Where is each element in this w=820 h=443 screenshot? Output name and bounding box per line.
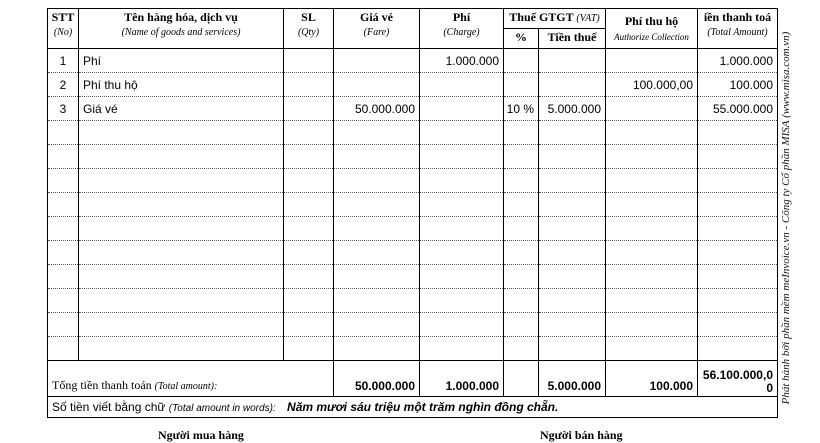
amount-in-words-value: Năm mươi sáu triệu một trăm nghìn đồng chẵn. [287, 400, 559, 414]
row-vat-amount: 5.000.000 [539, 97, 606, 121]
col-fare: Giá vé (Fare) [334, 9, 420, 49]
total-amount: 56.100.000,00 [698, 361, 778, 397]
row-collect: 100.000,00 [606, 73, 698, 97]
row-name: Phí thu hộ [79, 73, 284, 97]
table-row [48, 97, 778, 121]
col-charge: Phí (Charge) [420, 9, 504, 49]
total-vat-percent [504, 361, 539, 397]
col-goods: Tên hàng hóa, dịch vụ (Name of goods and services) [79, 9, 284, 49]
total-charge: 1.000.000 [420, 361, 504, 397]
empty-row [48, 169, 778, 193]
row-no: 1 [48, 49, 79, 73]
row-vat-percent [504, 73, 539, 97]
row-qty [284, 73, 334, 97]
row-collect [606, 97, 698, 121]
row-total: 100.000 [698, 73, 778, 97]
row-qty [284, 97, 334, 121]
empty-row [48, 265, 778, 289]
row-collect [606, 49, 698, 73]
total-collect: 100.000 [606, 361, 698, 397]
row-charge [420, 97, 504, 121]
row-charge: 1.000.000 [420, 49, 504, 73]
row-fare: 50.000.000 [334, 97, 420, 121]
col-stt: STT (No) [48, 9, 79, 49]
row-qty [284, 49, 334, 73]
row-vat-percent: 10 % [504, 97, 539, 121]
col-vat-amount: Tiền thuế [539, 29, 606, 49]
col-qty: SL (Qty) [284, 9, 334, 49]
row-total: 1.000.000 [698, 49, 778, 73]
empty-row [48, 193, 778, 217]
total-fare: 50.000.000 [334, 361, 420, 397]
row-fare [334, 73, 420, 97]
table-row [48, 73, 778, 97]
empty-row [48, 337, 778, 361]
empty-row [48, 313, 778, 337]
empty-row [48, 241, 778, 265]
invoice-table [47, 8, 778, 418]
total-vat-amount: 5.000.000 [539, 361, 606, 397]
row-fare [334, 49, 420, 73]
buyer-signature-label: Người mua hàng [158, 428, 244, 442]
row-no: 3 [48, 97, 79, 121]
row-name: Giá vé [79, 97, 284, 121]
words-row [48, 397, 778, 418]
row-vat-amount [539, 49, 606, 73]
row-vat-amount [539, 73, 606, 97]
empty-row [48, 289, 778, 313]
col-collect: Phí thu hộ Authorize Collection [606, 9, 698, 49]
total-label: Tổng tiền thanh toán (Total amount): [48, 361, 334, 397]
empty-row [48, 217, 778, 241]
col-total: iền thanh toá (Total Amount) [698, 9, 778, 49]
empty-row [48, 121, 778, 145]
row-total: 55.000.000 [698, 97, 778, 121]
row-charge [420, 73, 504, 97]
col-vat: Thuế GTGT (VAT) [504, 9, 606, 29]
seller-signature-label: Người bán hàng [540, 428, 623, 442]
total-row [48, 361, 778, 397]
empty-row [48, 145, 778, 169]
row-no: 2 [48, 73, 79, 97]
col-vat-percent: % [504, 29, 539, 49]
amount-in-words: Số tiền viết bằng chữ (Total amount in words): Năm mươi sáu triệu một trăm nghìn đồng chẵn. [48, 397, 778, 418]
table-row [48, 49, 778, 73]
row-name: Phí [79, 49, 284, 73]
row-vat-percent [504, 49, 539, 73]
